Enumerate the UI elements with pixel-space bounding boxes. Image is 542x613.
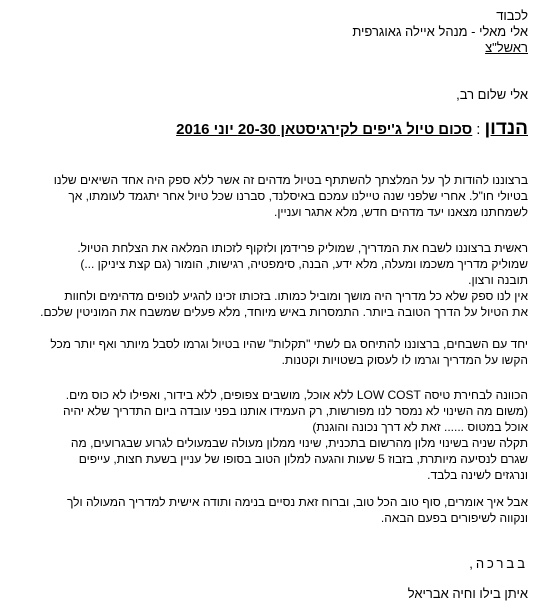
blessing: בברכה, — [469, 556, 528, 571]
paragraph-closing — [12, 494, 528, 526]
paragraph-line: ונקווה לשיפורים בפעם הבאה. — [380, 511, 528, 525]
paragraph-line: שמוליק מדריך משכמו ומעלה, מלא ידע, הבנה, סימפטיה, רגישות, הומור (גם קצת ציניקן ...) — [80, 257, 528, 271]
paragraph-line: אבל איך אומרים, סוף טוב הכל טוב, וברוח זאת נסיים בנימה ותודה אישית למדריך המעולה ולך — [67, 495, 528, 509]
paragraph-line: תובנה ורצון. — [468, 273, 528, 287]
paragraph-line: שגרם לנסיעה מיותרת, בזבוז 5 שעות והגעה למלון הטוב בסופו של עניין בשעת חצות, עייפים — [78, 452, 528, 466]
paragraph-thanks — [12, 172, 528, 220]
paragraph-line: ראשית ברצוננו לשבח את המדריך, שמוליק פרידמן ולזקוף לזכותו המלאה את הצלחת הטיול. — [77, 241, 528, 255]
recipient-block — [14, 8, 528, 56]
paragraph-line: ברצוננו להודות לך על המלצתך להשתתף בטיול מדהים זה אשר ללא ספק היה אחד השיאים שלנו — [53, 173, 528, 187]
paragraph-line: תקלה שניה בשינוי מלון מהרשום בתכנית, שינוי ממלון מעולה שבמעולים לגרוע שבגרועים, מה — [70, 436, 528, 450]
signature: איתן בילו וחיה אבריאל — [407, 586, 528, 601]
recipient-city: ראשל"צ — [485, 40, 528, 55]
paragraph-line: אין לנו ספק שלא כל מדריך היה מושך ומוביל כמותו. בזכותו זכינו להגיע לנופים מדהימים ולחוות — [64, 289, 528, 303]
paragraph-line: (משום מה השינוי לא נמסר לנו מפורשות, רק העמידו אותנו בפני עובדה ביום התדריך שלא יהיה — [62, 404, 528, 418]
paragraph-line: הכוונה לבחירת טיסה LOW COST ללא אוכל, מושבים צפופים, ללא בידור, ואפילו לא כוס מים. — [65, 388, 528, 402]
paragraph-line: הקשו על המדריך וגרמו לו לעסוק בשטויות וקטנות. — [281, 353, 528, 367]
paragraph-issues-detail — [12, 387, 528, 483]
paragraph-line: את הטיול על הדרך הטובה ביותר. התמסרות באיש מיוחד, מלא פעלים שמשבח את המוניטין שלכם. — [40, 305, 528, 319]
paragraph-issues-intro — [12, 336, 528, 368]
paragraph-line: אוכל במטוס ...... זאת לא דרך נכונה והוגנת) — [312, 420, 528, 434]
subject-line — [176, 118, 528, 140]
subject-colon: : — [476, 121, 481, 138]
paragraph-line: יחד עם השבחים, ברצוננו להתיחס גם לשתי "תקלות" שהיו בטיול וגרמו לסבל מיותר ואף יותר מכל — [50, 337, 528, 351]
recipient-name: אלי מאלי - מנהל איילה גאוגרפית — [352, 24, 528, 39]
paragraph-line: ונרגזים לשינה בלבד. — [427, 468, 528, 482]
paragraph-line: בטיולי חו"ל. אחרי שלפני שנה טיילנו עמכם באיסלנד, סברנו שכל טיול אחר יתגמד לעומתו, אך — [68, 189, 528, 203]
subject-text: סכום טיול ג'יפים לקירגיסטאן 20-30 יוני 2016 — [176, 121, 473, 138]
paragraph-guide-praise — [12, 240, 528, 320]
paragraph-line: לשמחתנו מצאנו יעד מדהים חדש, מלא אתגר ועניין. — [273, 205, 528, 219]
greeting: אלי שלום רב, — [456, 87, 528, 102]
recipient-to: לכבוד — [496, 8, 528, 23]
subject-label: הנדון — [484, 118, 528, 139]
